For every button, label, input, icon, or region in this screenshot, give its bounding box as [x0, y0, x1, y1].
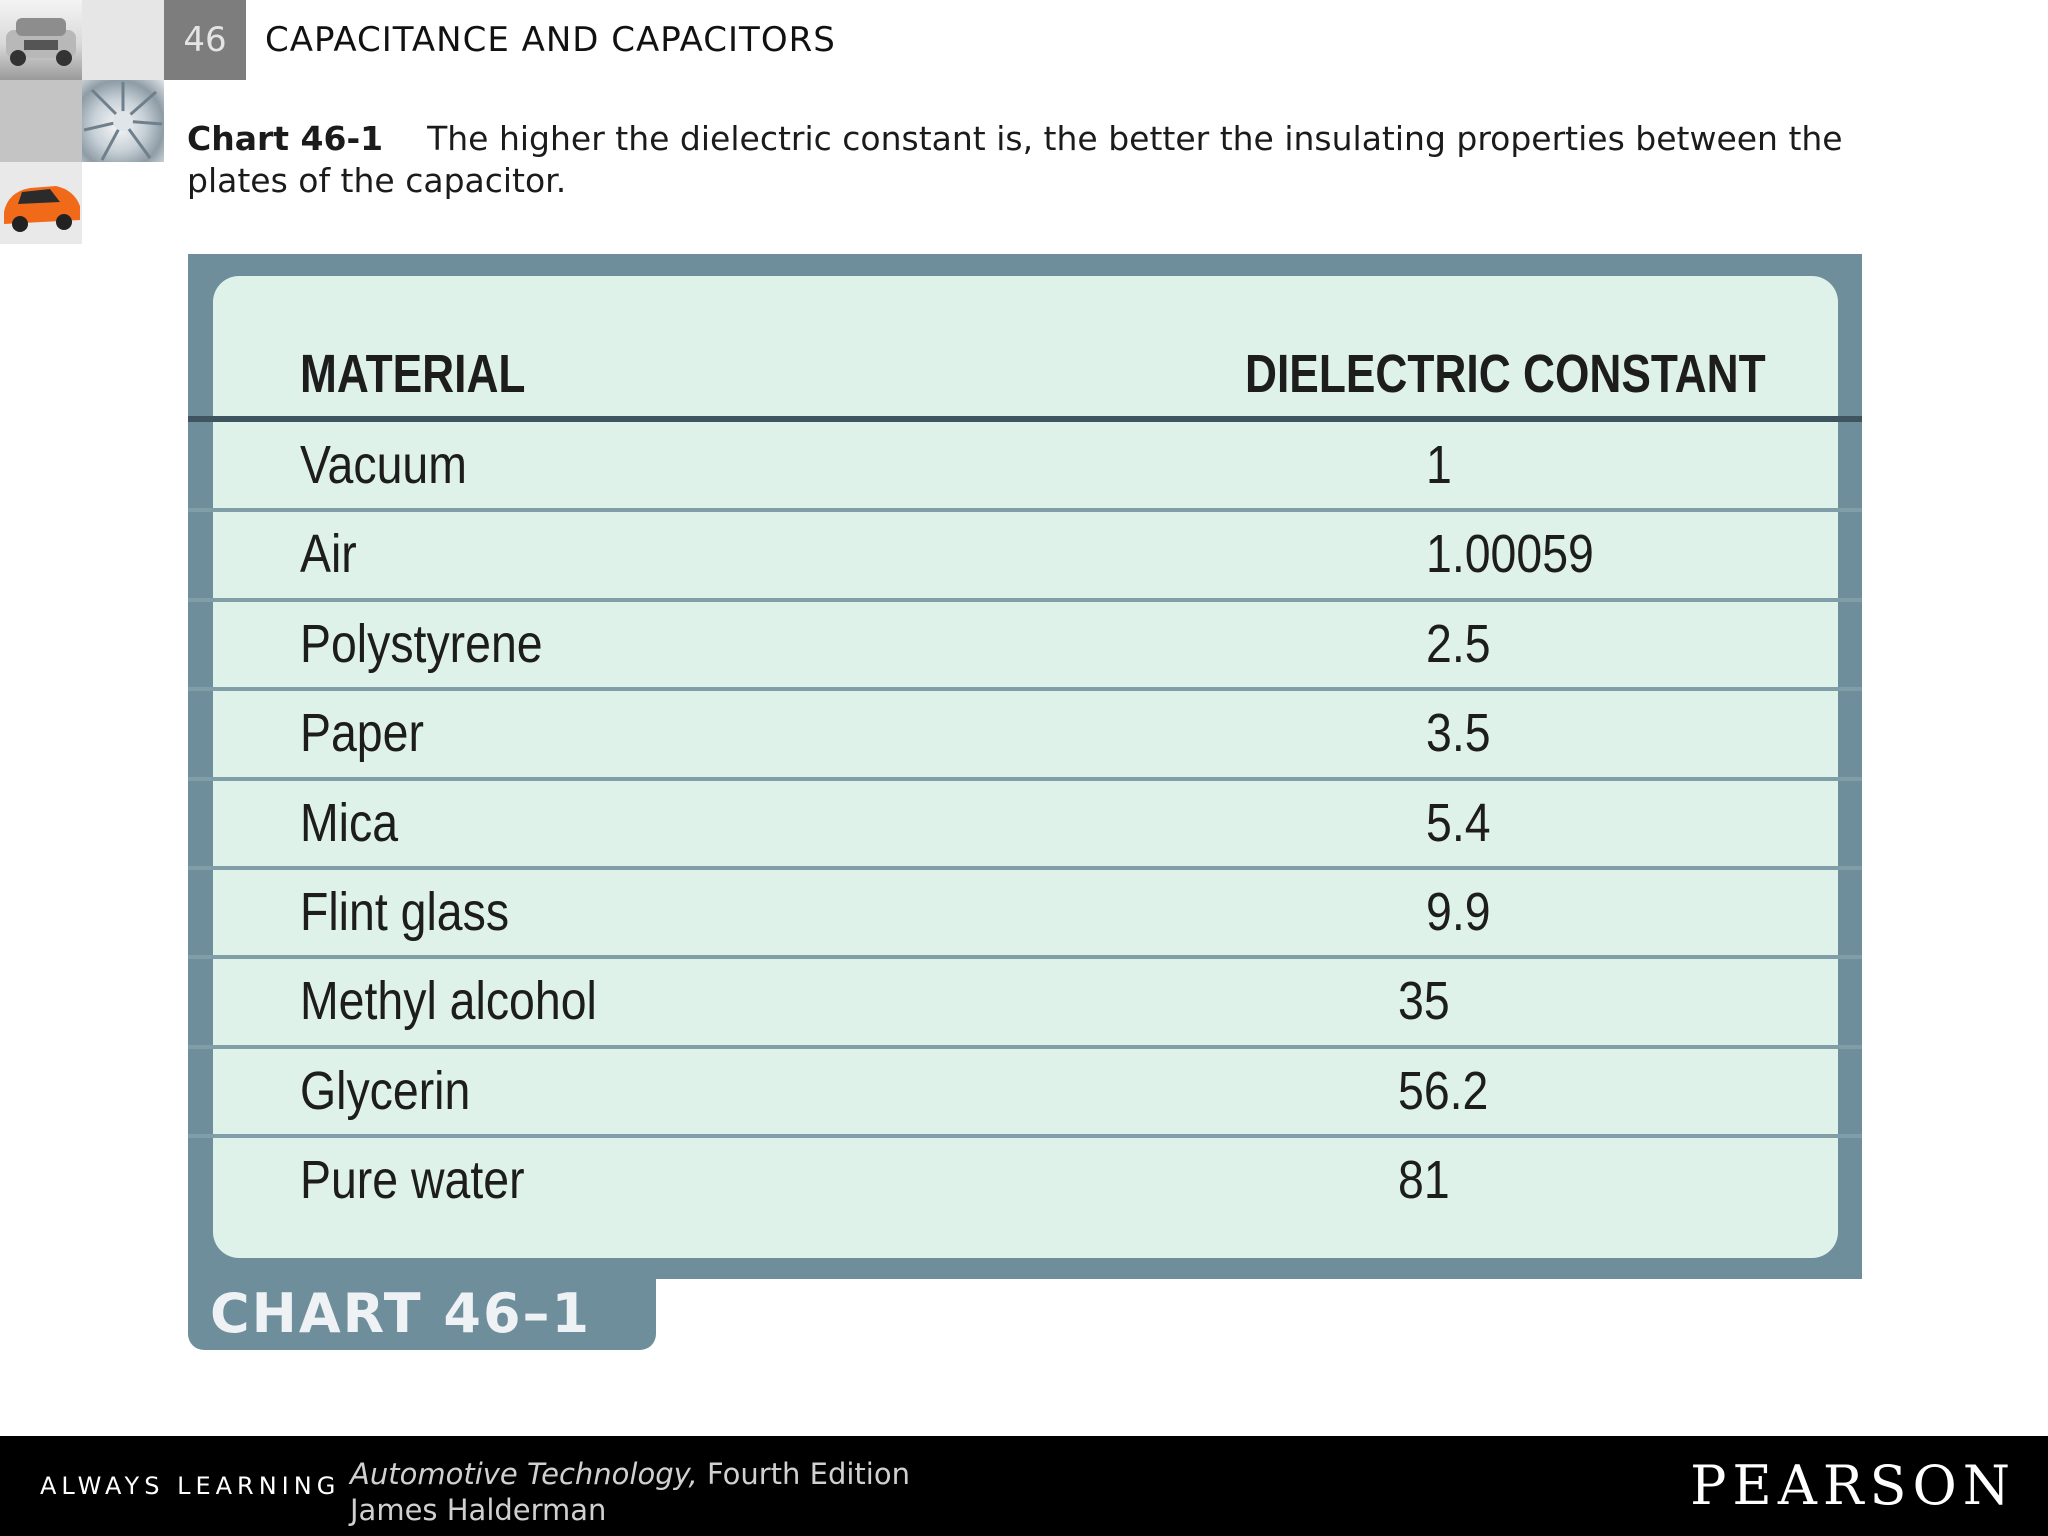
dielectric-constant-cell: 2.5	[1426, 613, 1491, 674]
turbine-icon	[82, 80, 164, 162]
material-cell: Paper	[300, 703, 424, 764]
row-divider	[188, 598, 1862, 602]
decorative-tile	[82, 0, 164, 80]
silver-car-icon	[0, 0, 82, 80]
row-divider	[188, 866, 1862, 870]
caption-label: Chart 46-1	[187, 119, 384, 158]
row-divider	[188, 687, 1862, 691]
book-author: James Halderman	[350, 1493, 607, 1527]
decorative-tile	[0, 80, 82, 162]
row-divider	[188, 777, 1862, 781]
turbine-thumbnail-image	[82, 80, 164, 162]
material-cell: Air	[300, 524, 357, 585]
dielectric-constant-cell: 5.4	[1426, 792, 1491, 853]
figure-caption	[187, 118, 1907, 202]
page-number: 46	[164, 0, 246, 80]
footer-tagline: ALWAYS LEARNING	[40, 1472, 341, 1500]
column-header-material: MATERIAL	[300, 344, 526, 404]
material-cell: Mica	[300, 792, 399, 853]
row-divider	[188, 508, 1862, 512]
book-title: Automotive Technology,	[350, 1457, 698, 1491]
column-header-dielectric-constant: DIELECTRIC CONSTANT	[1245, 344, 1766, 404]
material-cell: Polystyrene	[300, 613, 543, 674]
dielectric-constant-cell: 1.00059	[1426, 524, 1594, 585]
dielectric-constant-cell: 35	[1398, 971, 1450, 1032]
material-cell: Flint glass	[300, 882, 510, 942]
orange-car-thumbnail-image	[0, 162, 82, 244]
material-cell: Pure water	[300, 1150, 525, 1211]
material-cell: Methyl alcohol	[300, 971, 597, 1032]
row-divider	[188, 1045, 1862, 1049]
dielectric-constant-cell: 3.5	[1426, 703, 1491, 764]
row-divider	[188, 955, 1862, 959]
row-divider	[188, 1134, 1862, 1138]
page-title: CAPACITANCE AND CAPACITORS	[265, 20, 836, 60]
caption-text: The higher the dielectric constant is, the better the insulating properties between the plates of the capacitor.	[187, 119, 1843, 200]
orange-car-icon	[0, 162, 82, 244]
decorative-tile	[82, 162, 164, 244]
dielectric-constant-cell: 1	[1426, 435, 1452, 495]
dielectric-constant-cell: 81	[1398, 1150, 1450, 1211]
chart-tab-label: CHART 46–1	[210, 1282, 592, 1345]
publisher-logo: PEARSON	[1690, 1454, 2016, 1517]
material-cell: Glycerin	[300, 1060, 471, 1121]
book-edition: Fourth Edition	[706, 1457, 910, 1491]
header-divider	[188, 416, 1862, 422]
car-thumbnail-image	[0, 0, 82, 80]
dielectric-constant-cell: 56.2	[1398, 1060, 1489, 1121]
material-cell: Vacuum	[300, 435, 467, 495]
book-citation	[350, 1456, 910, 1528]
dielectric-constant-cell: 9.9	[1426, 882, 1491, 942]
